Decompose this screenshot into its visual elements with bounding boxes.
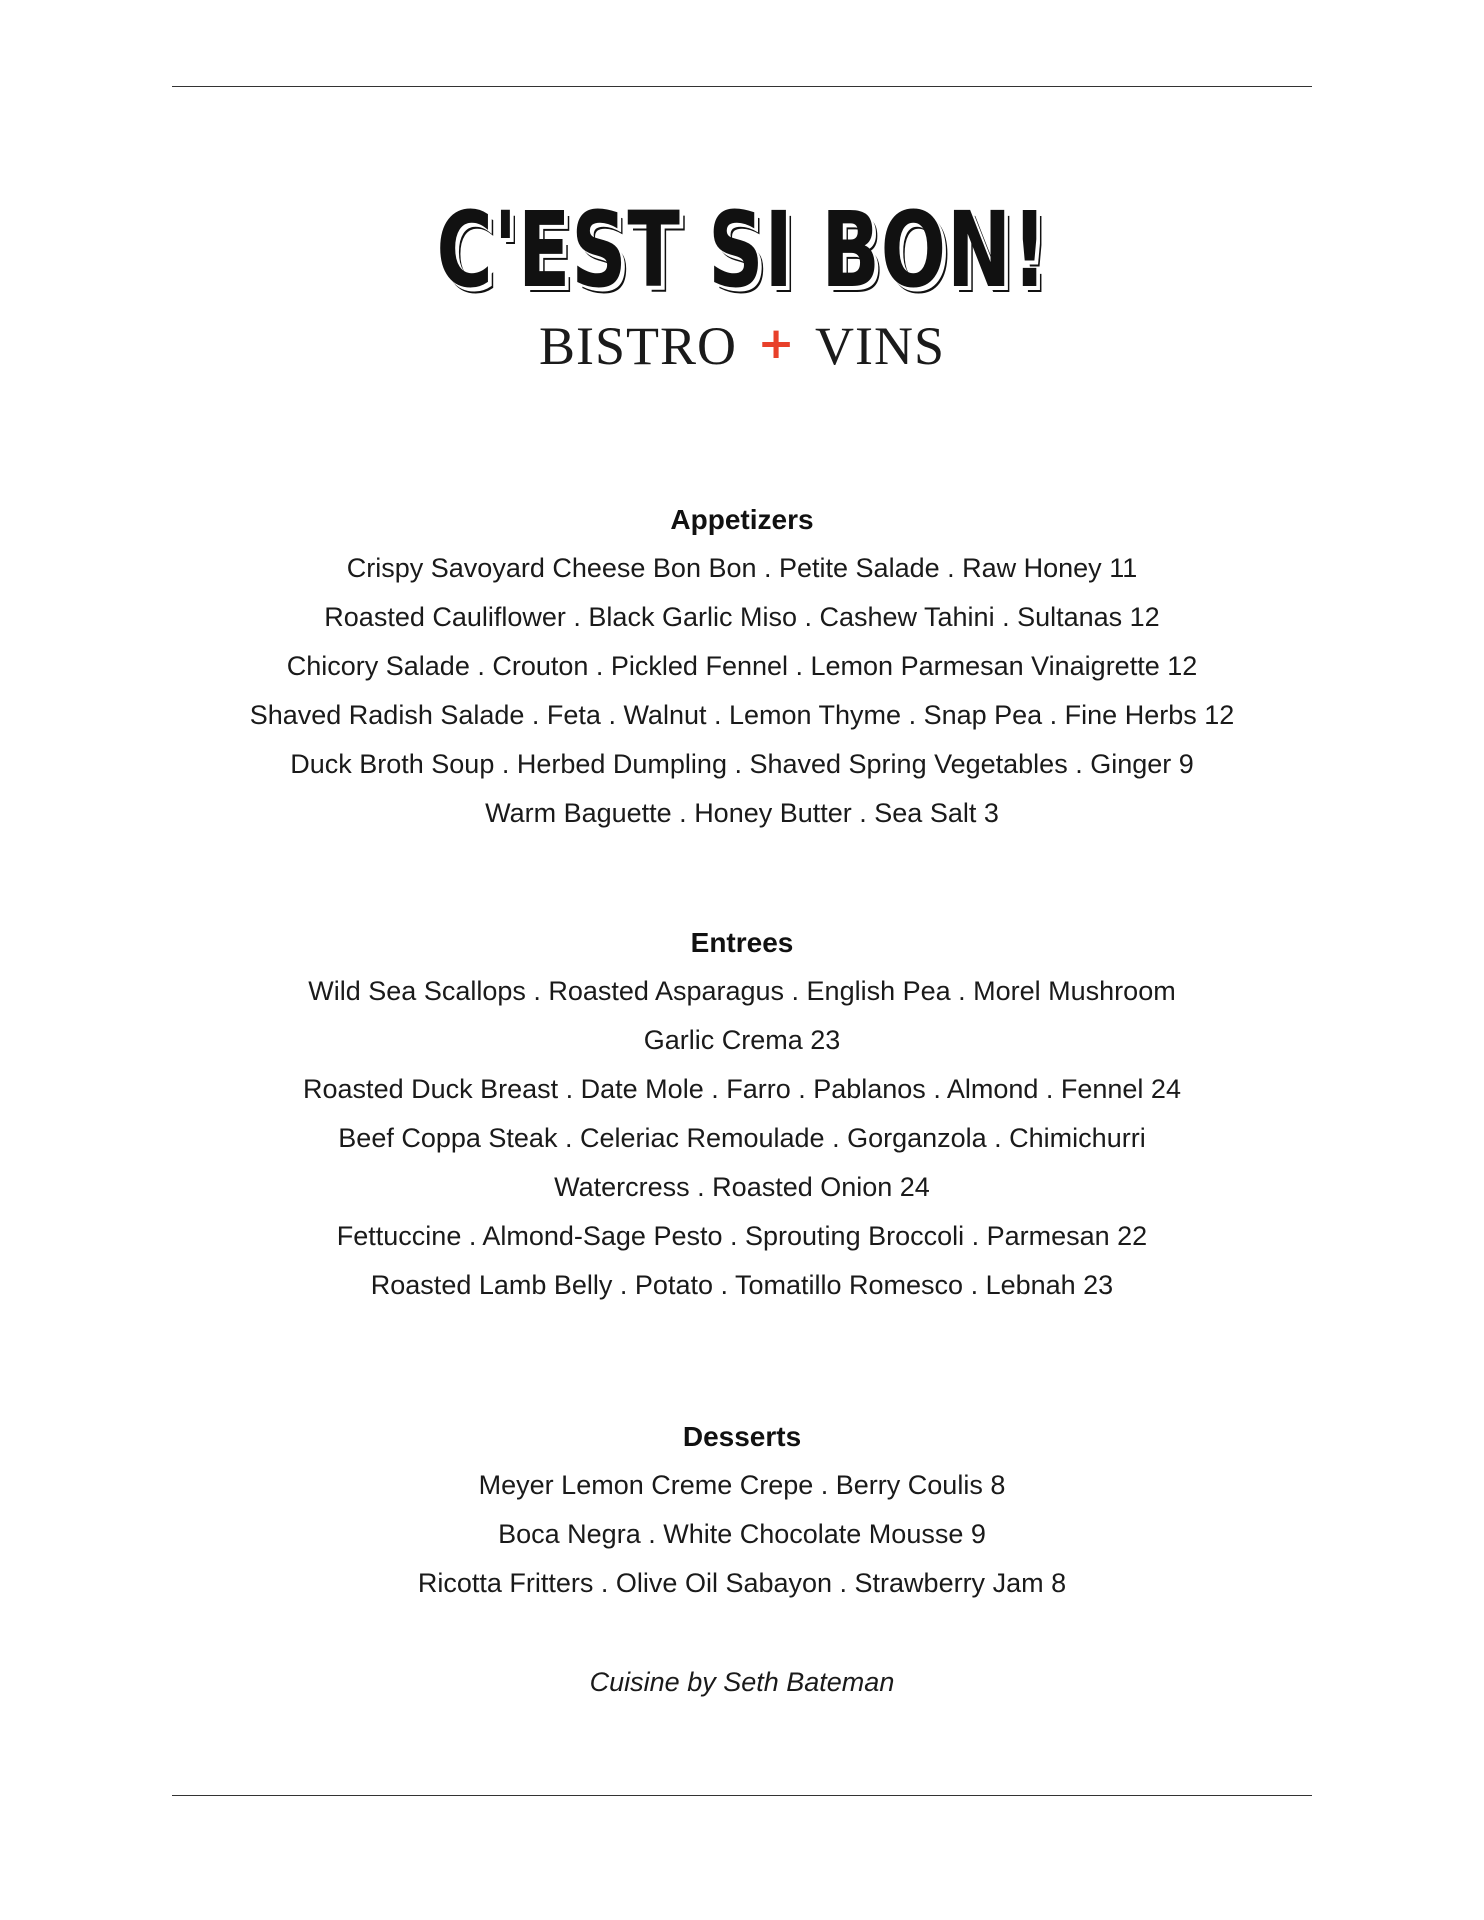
menu-item: Ricotta Fritters . Olive Oil Sabayon . Strawberry Jam 8 [417, 1568, 1067, 1598]
menu-item: Roasted Duck Breast . Date Mole . Farro . Pablanos . Almond . Fennel 24 [303, 1074, 1181, 1104]
menu-item: Fettuccine . Almond-Sage Pesto . Sprouting Broccoli . Parmesan 22 [336, 1221, 1148, 1251]
menu-item: Roasted Cauliflower . Black Garlic Miso . Cashew Tahini . Sultanas 12 [324, 602, 1160, 632]
menu-item: Duck Broth Soup . Herbed Dumpling . Shaved Spring Vegetables . Ginger 9 [290, 749, 1194, 779]
section-title-entrees: Entrees [690, 927, 794, 958]
appetizers-section [0, 495, 1484, 838]
top-divider [172, 86, 1312, 87]
menu-item: Shaved Radish Salade . Feta . Walnut . Lemon Thyme . Snap Pea . Fine Herbs 12 [249, 700, 1235, 730]
menu-item: Crispy Savoyard Cheese Bon Bon . Petite Salade . Raw Honey 11 [346, 553, 1138, 583]
chef-credit: Cuisine by Seth Bateman [589, 1667, 895, 1697]
section-title-desserts: Desserts [682, 1421, 802, 1452]
menu-item: Warm Baguette . Honey Butter . Sea Salt 3 [485, 798, 999, 828]
menu-item: Roasted Lamb Belly . Potato . Tomatillo Romesco . Lebnah 23 [370, 1270, 1114, 1300]
section-title-appetizers: Appetizers [670, 504, 814, 535]
logo-subtitle-vins: VINS [814, 316, 945, 376]
menu-item: Watercress . Roasted Onion 24 [554, 1172, 930, 1202]
menu-item: Garlic Crema 23 [643, 1025, 841, 1055]
menu-item: Wild Sea Scallops . Roasted Asparagus . English Pea . Morel Mushroom [308, 976, 1176, 1006]
menu-item: Chicory Salade . Crouton . Pickled Fennel . Lemon Parmesan Vinaigrette 12 [286, 651, 1198, 681]
logo-subtitle-bistro: BISTRO [539, 316, 738, 376]
bottom-divider [172, 1795, 1312, 1796]
desserts-section [0, 1412, 1484, 1608]
menu-item: Boca Negra . White Chocolate Mousse 9 [498, 1519, 986, 1549]
logo-title: C'EST SI BON! [436, 189, 1048, 311]
restaurant-logo [0, 189, 1484, 376]
logo-plus-icon: + [757, 318, 796, 369]
menu-item: Meyer Lemon Creme Crepe . Berry Coulis 8 [478, 1470, 1006, 1500]
logo-subtitle [0, 314, 1484, 376]
menu-item: Beef Coppa Steak . Celeriac Remoulade . Gorganzola . Chimichurri [338, 1123, 1146, 1153]
entrees-section [0, 918, 1484, 1310]
